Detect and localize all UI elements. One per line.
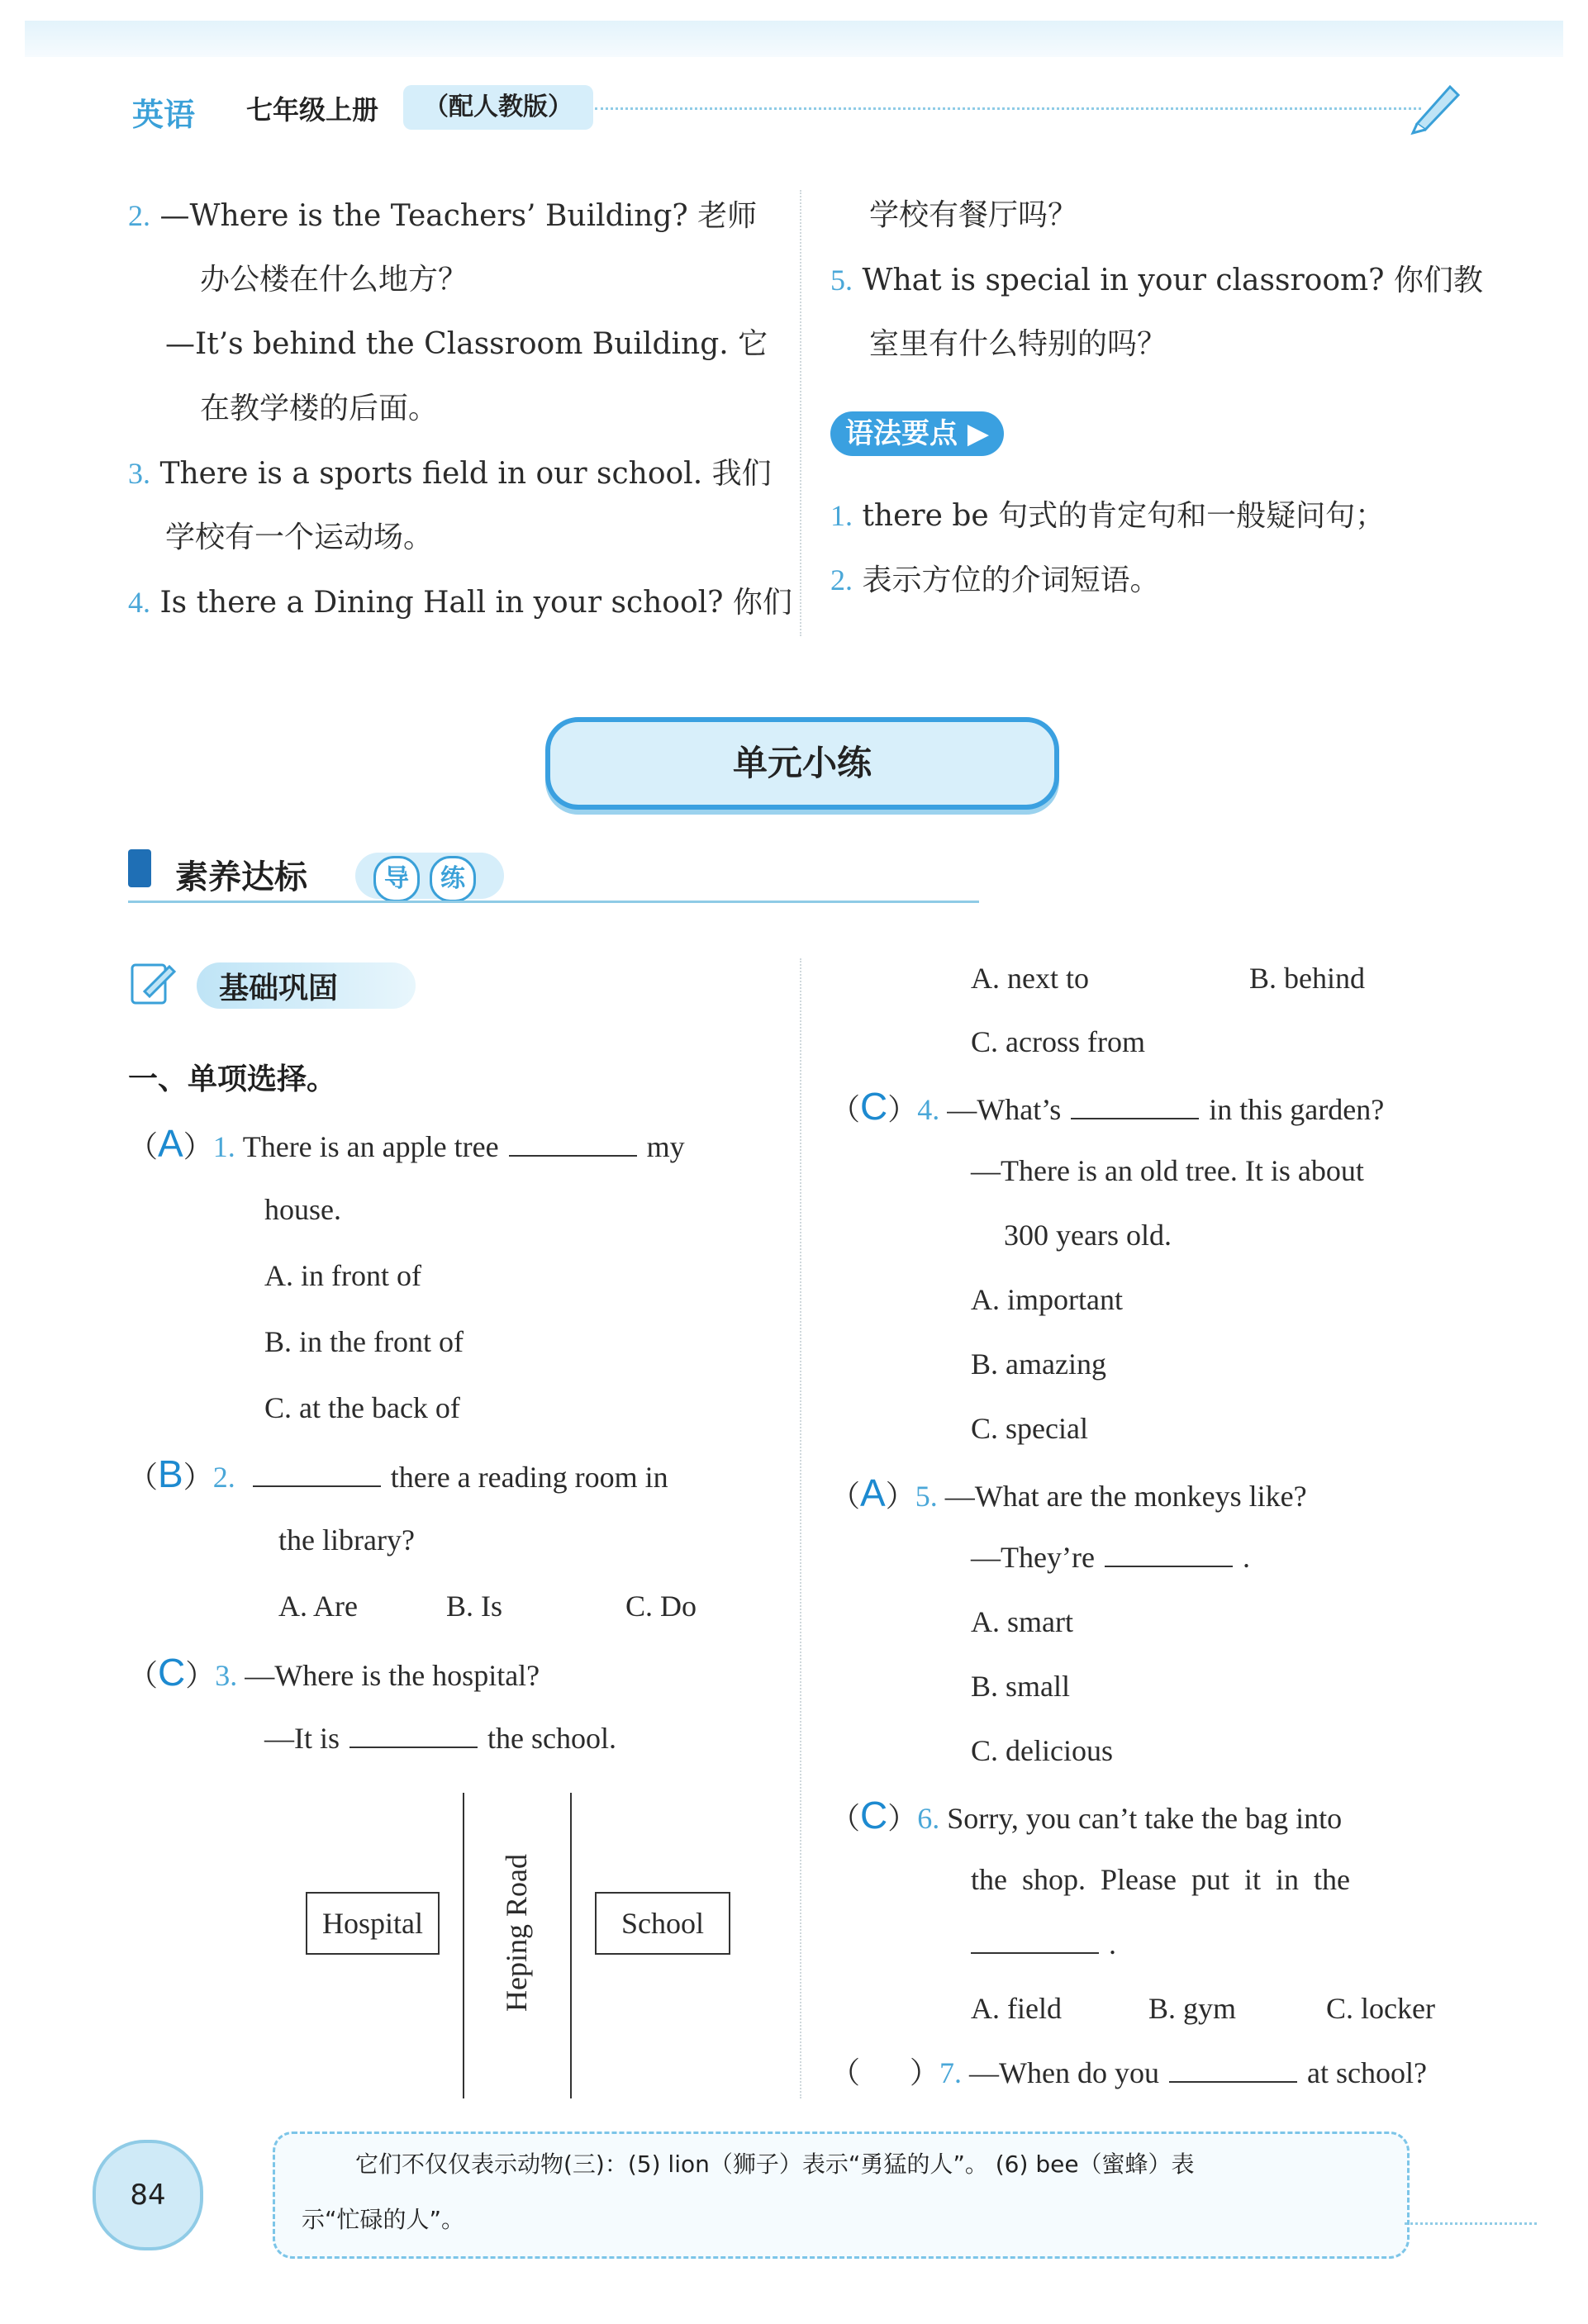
q4-line-2: —There is an old tree. It is about <box>971 1154 1364 1187</box>
road-line-left <box>463 1793 464 2098</box>
grammar-item-2: 2. 表示方位的介词短语。 <box>830 563 1160 597</box>
header-dotted-line <box>595 107 1421 110</box>
item-2-line-2: 办公楼在什么地方？ <box>200 263 468 297</box>
road-line-right <box>570 1793 572 2098</box>
item-3-line-2: 学校有一个运动场。 <box>165 520 434 554</box>
item-2-line-3: —It’s behind the Classroom Building. 它 <box>165 327 768 361</box>
q3-answer: C <box>158 1651 186 1694</box>
q3-blank <box>349 1746 478 1748</box>
q6-option-a: A. field <box>971 1992 1062 2025</box>
map-hospital: Hospital <box>306 1892 440 1955</box>
q1-line-2: house. <box>264 1193 341 1226</box>
q6-blank <box>971 1951 1099 1954</box>
q4-blank <box>1071 1117 1199 1119</box>
basic-title: 基础巩固 <box>219 972 339 1005</box>
q5-blank <box>1105 1565 1233 1567</box>
item-4-line-1: 4. Is there a Dining Hall in your school? 你们 <box>128 586 792 620</box>
book-icon <box>128 849 151 887</box>
q4-line-1: （C）4. —What’s in this garden? <box>830 1085 1385 1128</box>
q3-line-2: —It is the school. <box>264 1722 616 1755</box>
q5-option-c: C. delicious <box>971 1734 1113 1767</box>
edit-icon <box>128 958 178 1008</box>
footer-note-line-1: 它们不仅仅表示动物(三)：(5) lion（狮子）表示“勇猛的人”。 (6) bee（蜜蜂）表 <box>355 2151 1195 2178</box>
item-3-line-1: 3. There is a sports field in our school. 我们 <box>128 457 772 491</box>
q7-line-1: （ ）7. —When do you at school? <box>830 2056 1427 2089</box>
part-title: 一、单项选择。 <box>128 1062 337 1096</box>
q4-option-b: B. amazing <box>971 1347 1106 1381</box>
play-icon: ▶ <box>967 417 989 450</box>
q3-line-1: （C）3. —Where is the hospital? <box>128 1651 540 1694</box>
subsection-underline <box>128 901 979 903</box>
q5-line-2: —They’re . <box>971 1541 1250 1574</box>
q2-answer: B <box>158 1452 183 1495</box>
q6-answer: C <box>860 1794 888 1837</box>
tag-dao: 导 <box>373 856 420 902</box>
item-5-line-1: 5. What is special in your classroom? 你们教 <box>830 264 1483 297</box>
footer-dotted-line <box>1405 2222 1537 2225</box>
edition-label: （配人教版） <box>403 85 593 130</box>
q4-answer: C <box>860 1085 888 1128</box>
subject-label: 英语 <box>132 97 196 133</box>
q4-option-a: A. important <box>971 1283 1123 1316</box>
grammar-item-1: 1. there be 句式的肯定句和一般疑问句； <box>830 499 1386 533</box>
q2-option-c: C. Do <box>625 1590 697 1623</box>
grade-label: 七年级上册 <box>246 94 379 126</box>
q6-option-b: B. gym <box>1148 1992 1237 2025</box>
q3-option-a: A. next to <box>971 962 1089 995</box>
q4-line-3: 300 years old. <box>1004 1219 1172 1252</box>
item-2-line-4: 在教学楼的后面。 <box>200 392 439 425</box>
q2-option-a: A. Are <box>278 1590 358 1623</box>
item-4-line-2: 学校有餐厅吗？ <box>869 198 1078 232</box>
item-5-line-2: 室里有什么特别的吗？ <box>869 327 1167 361</box>
q2-blank <box>253 1485 381 1487</box>
q1-option-a: A. in front of <box>264 1259 421 1292</box>
q2-line-1: （B）2. there a reading room in <box>128 1452 668 1495</box>
column-divider-bottom <box>800 958 801 2098</box>
q5-option-b: B. small <box>971 1670 1071 1703</box>
q3-option-b: B. behind <box>1249 962 1365 995</box>
q7-blank <box>1169 2080 1297 2083</box>
q1-line-1: （A）1. There is an apple tree my <box>128 1122 685 1165</box>
top-band <box>25 21 1563 57</box>
tag-lian: 练 <box>430 856 476 902</box>
map-school: School <box>595 1892 730 1955</box>
q1-answer: A <box>158 1122 183 1165</box>
footer-note-line-2: 示“忙碌的人”。 <box>302 2206 465 2233</box>
q6-line-1: （C）6. Sorry, you can’t take the bag into <box>830 1794 1343 1837</box>
q6-line-3: . <box>961 1912 1116 1976</box>
page-number: 84 <box>93 2140 203 2250</box>
q3-option-c: C. across from <box>971 1025 1145 1058</box>
map-road-label: Heping Road <box>500 1854 533 2012</box>
pen-icon <box>1405 70 1471 136</box>
q1-option-b: B. in the front of <box>264 1325 464 1358</box>
q6-line-2: the shop. Please put it in the <box>971 1863 1350 1896</box>
q5-option-a: A. smart <box>971 1605 1073 1638</box>
item-2-line-1: 2. —Where is the Teachers’ Building? 老师 <box>128 199 758 233</box>
q2-option-b: B. Is <box>446 1590 503 1623</box>
q1-option-c: C. at the back of <box>264 1391 460 1424</box>
grammar-tag: 语法要点 ▶ <box>830 411 1004 456</box>
section-title: 单元小练 <box>545 717 1059 810</box>
q5-answer: A <box>860 1471 886 1514</box>
q4-option-c: C. special <box>971 1412 1088 1445</box>
q5-line-1: （A）5. —What are the monkeys like? <box>830 1471 1307 1514</box>
q6-option-c: C. locker <box>1326 1992 1435 2025</box>
q2-line-2: the library? <box>278 1523 415 1556</box>
subsection-title: 素养达标 <box>175 858 307 896</box>
q1-blank <box>509 1154 637 1157</box>
column-divider-top <box>800 190 801 636</box>
